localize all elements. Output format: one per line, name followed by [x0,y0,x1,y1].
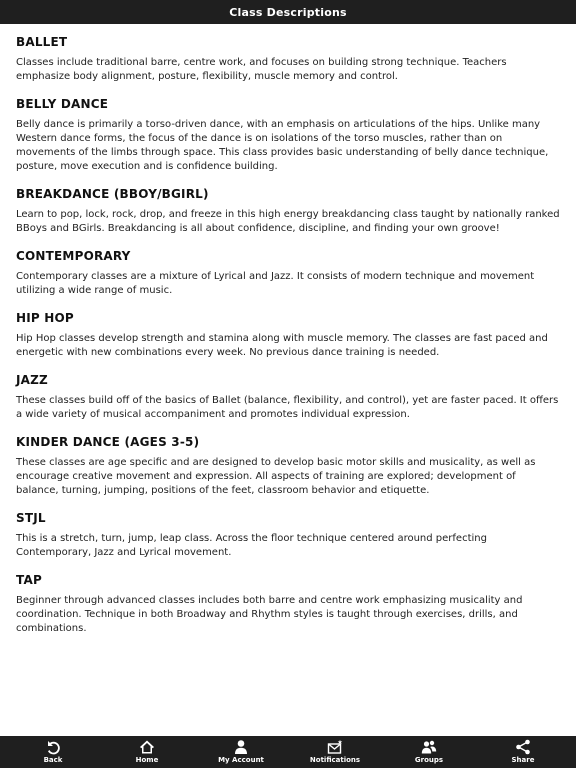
class-section-jazz [16,372,560,422]
tab-back[interactable] [6,736,100,768]
groups-icon [420,739,438,755]
class-name: STJL [16,511,46,525]
home-icon [138,739,156,755]
class-section-breakdance [16,186,560,236]
class-name: JAZZ [16,373,48,387]
bottom-tab-bar [0,736,576,768]
class-description: Learn to pop, lock, rock, drop, and freeze in this high energy breakdancing class taught by nationally ranked BBoys and BGirls. Breakdancing is all about confidence, discipline, and finding your own groove! [16,209,560,234]
class-description: Hip Hop classes develop strength and stamina along with muscle memory. The classes are fast paced and energetic with new combinations every week. No previous dance training is needed. [16,333,548,358]
back-arrow-icon [44,739,62,755]
user-icon [232,739,250,755]
class-name: TAP [16,573,42,587]
class-description: This is a stretch, turn, jump, leap class. Across the floor technique centered around perfecting Contemporary, Jazz and Lyrical movement. [16,533,487,558]
tab-label: Share [511,756,535,764]
class-description: Beginner through advanced classes includes both barre and centre work emphasizing musicality and coordination. Technique in both Broadway and Rhythm styles is taught through exercises, drills, and combinations. [16,595,523,634]
class-description: These classes build off of the basics of Ballet (balance, flexibility, and control), yet are faster paced. It offers a wide variety of musical accompaniment and promotes individual expression. [16,395,559,420]
tab-share[interactable] [476,736,570,768]
class-section-belly-dance [16,96,560,174]
tab-my-account[interactable] [194,736,288,768]
tab-label: Home [135,756,159,764]
class-description: These classes are age specific and are designed to develop basic motor skills and musicality, as well as encourage creative movement and expression. All aspects of training are explored; development of balance, turning, jumping, positions of the feet, classroom behavior and etiquette. [16,457,536,496]
share-icon [514,739,532,755]
class-name: KINDER DANCE (AGES 3-5) [16,435,200,449]
class-list[interactable] [0,24,576,736]
class-section-ballet [16,34,560,84]
class-section-kinder-dance [16,434,560,498]
class-description: Classes include traditional barre, centre work, and focuses on building strong technique. Teachers emphasize body alignment, posture, flexibility, muscle memory and control. [16,57,507,82]
class-section-hip-hop [16,310,560,360]
tab-notifications[interactable] [288,736,382,768]
class-name: HIP HOP [16,311,74,325]
tab-home[interactable] [100,736,194,768]
class-section-stjl [16,510,560,560]
tab-label: Notifications [309,756,361,764]
title-bar [0,0,576,24]
notification-icon [326,739,344,755]
page-title: Class Descriptions [229,5,347,19]
tab-label: Groups [414,756,444,764]
class-section-contemporary [16,248,560,298]
tab-label: Back [43,756,63,764]
class-name: BALLET [16,35,68,49]
class-description: Contemporary classes are a mixture of Lyrical and Jazz. It consists of modern technique and movement utilizing a wide range of music. [16,271,535,296]
class-name: BREAKDANCE (BBOY/BGIRL) [16,187,209,201]
class-name: BELLY DANCE [16,97,109,111]
class-description: Belly dance is primarily a torso-driven dance, with an emphasis on articulations of the hips. Unlike many Western dance forms, the focus of the dance is on isolations of the torso muscles, rather than on movements of the limbs through space. This class provides basic understanding of belly dance technique, posture, move execution and is confidence building. [16,119,549,172]
class-name: CONTEMPORARY [16,249,131,263]
class-section-tap [16,572,560,636]
tab-label: My Account [218,756,264,764]
tab-groups[interactable] [382,736,476,768]
